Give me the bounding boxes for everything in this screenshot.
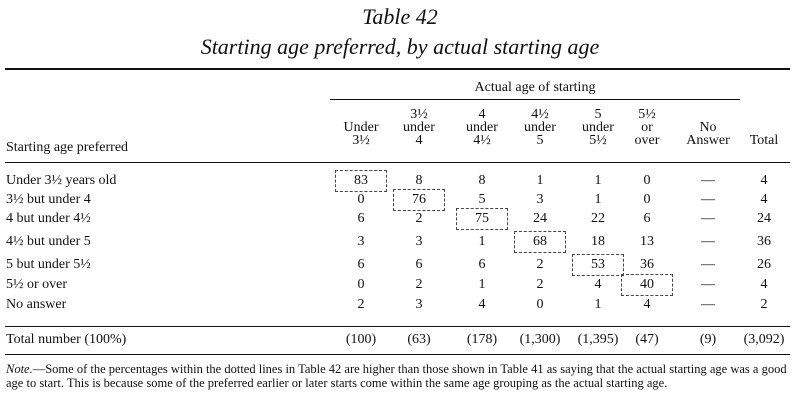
table-cell: —	[701, 257, 715, 272]
table-cell: —	[701, 192, 715, 207]
diagonal-box	[456, 208, 508, 230]
column-header-line: 4½	[531, 107, 549, 122]
table-cell: 36	[640, 257, 654, 272]
table-cell: —	[701, 277, 715, 292]
table-cell: 4	[478, 297, 486, 312]
total-rule-top	[5, 326, 790, 327]
table-cell: 24	[757, 211, 771, 226]
column-header-line: over	[634, 133, 660, 148]
column-header-line: 5½	[638, 107, 656, 122]
spanner-header: Actual age of starting	[474, 80, 596, 95]
total-cell: (1,300)	[519, 332, 561, 347]
table-cell: 13	[640, 234, 654, 249]
table-cell: 75	[475, 211, 489, 226]
table-cell: 8	[478, 173, 486, 188]
column-header-line: Answer	[686, 133, 730, 148]
diagonal-box	[572, 254, 624, 276]
column-header-line: 5½	[589, 133, 607, 148]
column-header-line: 3½	[352, 133, 370, 148]
table-cell: 0	[643, 192, 651, 207]
total-rule-bottom	[5, 354, 790, 355]
table-cell: 1	[478, 234, 486, 249]
table-cell: 2	[760, 297, 768, 312]
column-header	[453, 108, 511, 147]
table-cell: 0	[357, 277, 365, 292]
row-label: 4 but under 4½	[6, 211, 91, 226]
column-header-line: 5	[536, 133, 544, 148]
column-header-line: 4½	[473, 133, 491, 148]
column-header-line: under	[524, 120, 556, 135]
table-cell: 2	[536, 257, 544, 272]
table-cell: 6	[357, 257, 365, 272]
table-subtitle: Starting age preferred, by actual starting age	[200, 34, 600, 59]
table-cell: —	[701, 173, 715, 188]
column-header-line: 5	[594, 107, 602, 122]
top-rule	[5, 68, 790, 70]
column-header-line: 3½	[410, 107, 428, 122]
row-label: 4½ but under 5	[6, 234, 91, 249]
table-cell: 3	[415, 234, 423, 249]
table-cell: 3	[536, 192, 544, 207]
column-header-line: under	[403, 120, 435, 135]
column-header-line: 4	[415, 133, 423, 148]
table-cell: 68	[533, 234, 547, 249]
table-cell: 4	[760, 277, 768, 292]
table-cell: 6	[415, 257, 423, 272]
table-cell: 1	[594, 192, 602, 207]
table-cell: 40	[640, 277, 654, 292]
column-header	[618, 108, 676, 147]
table-cell: 76	[412, 192, 426, 207]
table-title: Table 42	[362, 4, 438, 29]
table-cell: 4	[760, 173, 768, 188]
table-cell: 24	[533, 211, 547, 226]
table-cell: 0	[357, 192, 365, 207]
table-cell: 4	[594, 277, 602, 292]
table-cell: 6	[643, 211, 651, 226]
table-cell: 2	[415, 211, 423, 226]
spanner-rule	[330, 99, 740, 100]
table-cell: 1	[536, 173, 544, 188]
row-label: Under 3½ years old	[6, 173, 117, 188]
total-cell: (3,092)	[743, 332, 785, 347]
column-header	[332, 108, 390, 147]
table-cell: 0	[536, 297, 544, 312]
table-cell: 6	[478, 257, 486, 272]
table-note	[6, 362, 796, 390]
table-cell: 2	[357, 297, 365, 312]
column-header-line: or	[641, 120, 653, 135]
table-cell: 18	[591, 234, 605, 249]
table-cell: 5	[478, 192, 486, 207]
stub-header: Starting age preferred	[6, 140, 129, 155]
table-cell: 1	[478, 277, 486, 292]
diagonal-box	[621, 274, 673, 296]
note-lead: Note.	[6, 362, 33, 376]
diagonal-box	[514, 231, 566, 253]
column-header	[390, 108, 448, 147]
column-header	[511, 108, 569, 147]
row-label: 5 but under 5½	[6, 257, 91, 272]
diagonal-box	[393, 189, 445, 211]
table-cell: 6	[357, 211, 365, 226]
table-cell: —	[701, 211, 715, 226]
total-cell: (47)	[635, 332, 659, 347]
total-row-label: Total number (100%)	[6, 332, 127, 347]
table-cell: 53	[591, 257, 605, 272]
table-cell: 3	[415, 297, 423, 312]
table-cell: —	[701, 234, 715, 249]
table-cell: 3	[357, 234, 365, 249]
table-cell: 26	[757, 257, 771, 272]
column-header-line: Total	[749, 133, 779, 148]
total-cell: (9)	[699, 332, 717, 347]
table-cell: 1	[594, 297, 602, 312]
column-header	[739, 108, 789, 147]
column-header-line: under	[466, 120, 498, 135]
note-text: —Some of the percentages within the dotted lines in Table 42 are higher than those shown in Table 41 as saying that the actual starting age was a good age to start. This is because some of the preferred earlier or later starts come within the same age grouping as the actual starting age.	[6, 362, 787, 390]
diagonal-box	[335, 170, 387, 192]
header-rule	[5, 162, 790, 163]
table-cell: 4	[643, 297, 651, 312]
table-cell: 2	[536, 277, 544, 292]
total-cell: (1,395)	[577, 332, 619, 347]
table-cell: 8	[415, 173, 423, 188]
row-label: 5½ or over	[6, 277, 68, 292]
total-cell: (100)	[345, 332, 377, 347]
column-header-line: 4	[478, 107, 486, 122]
row-label: No answer	[6, 297, 67, 312]
table-cell: 36	[757, 234, 771, 249]
table-cell: 1	[594, 173, 602, 188]
row-label: 3½ but under 4	[6, 192, 91, 207]
column-header-line: No	[699, 120, 717, 135]
total-cell: (63)	[407, 332, 431, 347]
table-cell: 22	[591, 211, 605, 226]
column-header	[679, 108, 737, 147]
column-header-line: Under	[343, 120, 379, 135]
column-header-line: under	[582, 120, 614, 135]
table-cell: 83	[354, 173, 368, 188]
total-cell: (178)	[466, 332, 498, 347]
table-cell: 0	[643, 173, 651, 188]
table-cell: —	[701, 297, 715, 312]
table-cell: 4	[760, 192, 768, 207]
table-cell: 2	[415, 277, 423, 292]
